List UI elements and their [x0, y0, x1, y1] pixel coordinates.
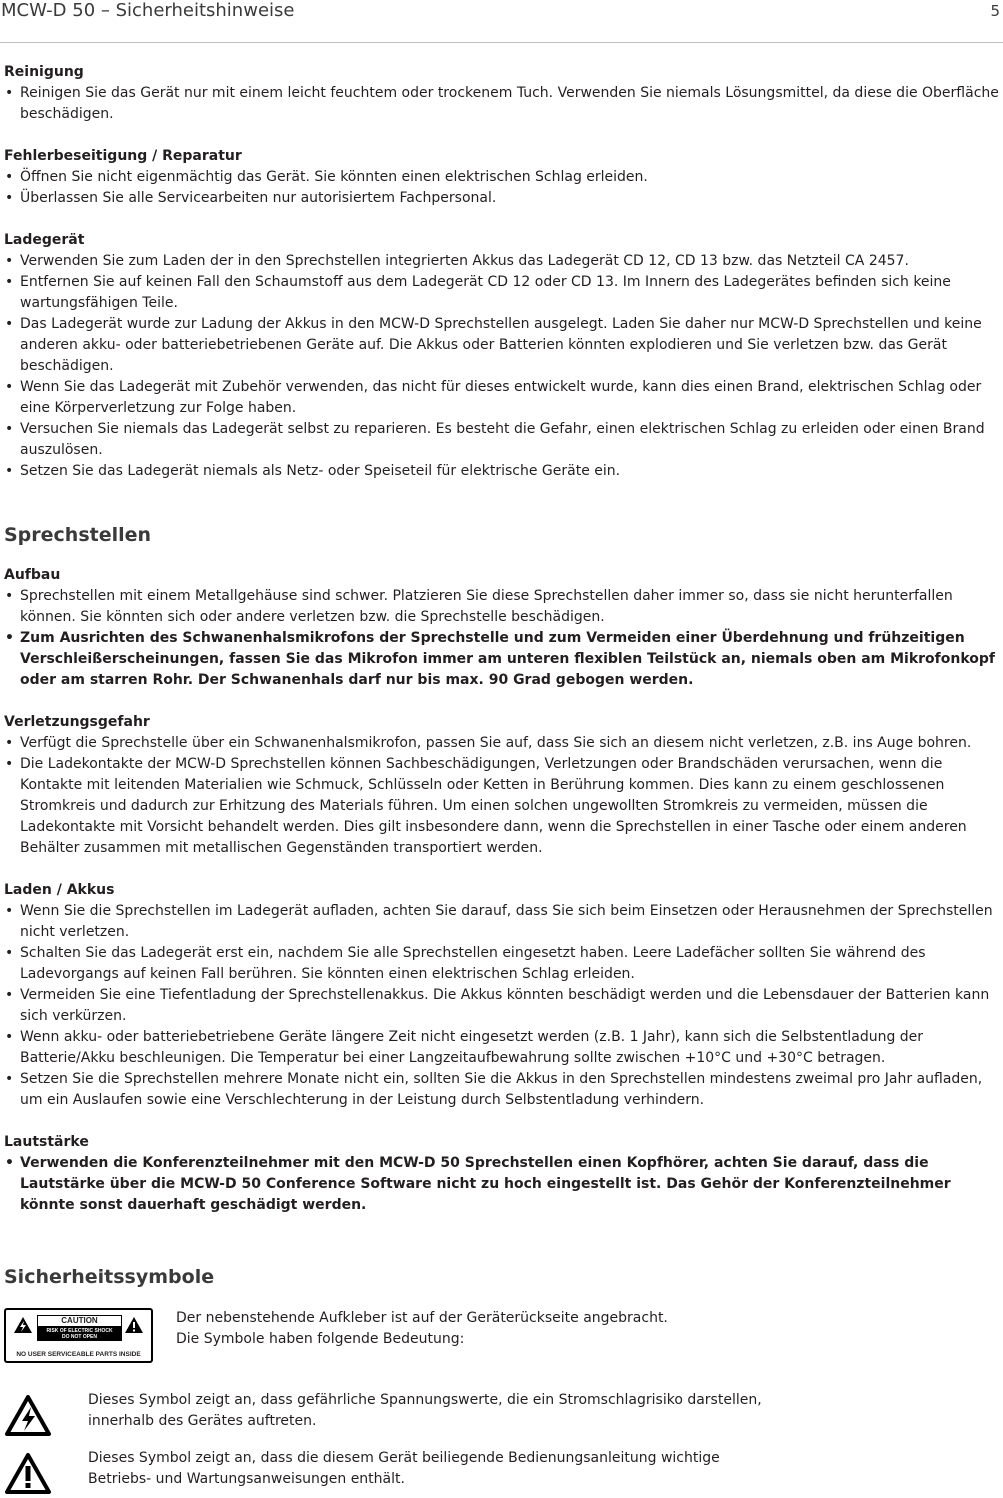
list-item: • Verfügt die Sprechstelle über ein Schwanenhalsmikrofon, passen Sie auf, dass Sie sich an diesem nicht verletzen, z.B. ins Auge bohren.	[4, 733, 1000, 754]
list-injury	[4, 733, 1000, 859]
list-item-bold: • Zum Ausrichten des Schwanenhalsmikrofons der Sprechstelle und zum Vermeiden einer Überdehnung und frühzeitigen Verschleißerscheinungen, fassen Sie das Mikrofon immer am unteren flexiblen Teilstück an, niemals oben am Mikrofonkopf oder am starren Rohr. Der Schwanenhals darf nur bis max. 90 Grad gebogen werden.	[4, 628, 1000, 691]
exclamation-description	[88, 1448, 720, 1490]
list-item: • Sprechstellen mit einem Metallgehäuse sind schwer. Platzieren Sie diese Sprechstellen daher immer so, dass sie nicht herunterfallen können. Sie könnten sich oder andere verletzen bzw. die Sprechstelle beschädigen.	[4, 586, 1000, 628]
list-item: • Überlassen Sie alle Servicearbeiten nur autorisiertem Fachpersonal.	[4, 188, 1000, 209]
page-number: 5	[990, 2, 1000, 20]
heading-charging: Laden / Akkus	[4, 882, 115, 898]
list-item: • Wenn akku- oder batteriebetriebene Geräte längere Zeit nicht eingesetzt werden (z.B. 1 Jahr), kann sich die Selbstentladung der Batterie/Akku beschleunigen. Die Temperatur bei einer Langzeitaufbewahrung sollte zwischen +10°C und +30°C betragen.	[4, 1027, 1000, 1069]
list-item: • Öffnen Sie nicht eigenmächtig das Gerät. Sie könnten einen elektrischen Schlag erleiden.	[4, 167, 1000, 188]
list-item-bold: • Verwenden die Konferenzteilnehmer mit den MCW-D 50 Sprechstellen einen Kopfhörer, achten Sie darauf, dass die Lautstärke über die MCW-D 50 Conference Software nicht zu hoch eingestellt ist. Das Gehör der Konferenzteilnehmer könnte sonst dauerhaft geschädigt werden.	[4, 1153, 1000, 1216]
section-title-symbols: Sicherheitssymbole	[4, 1266, 215, 1288]
list-item: • Setzen Sie das Ladegerät niemals als Netz- oder Speiseteil für elektrische Geräte ein.	[4, 461, 1000, 482]
lightning-icon	[13, 1316, 33, 1334]
list-item: • Setzen Sie die Sprechstellen mehrere Monate nicht ein, sollten Sie die Akkus in den Sprechstellen mindestens zweimal pro Jahr aufladen, um ein Auslaufen sowie eine Verschlechterung in der Leistung durch Selbstentladung verhindern.	[4, 1069, 1000, 1111]
lightning-desc-line2: innerhalb des Gerätes auftreten.	[88, 1413, 317, 1429]
lightning-warning-icon	[4, 1394, 52, 1436]
caution-sticker	[4, 1308, 153, 1363]
heading-setup: Aufbau	[4, 567, 61, 583]
list-volume	[4, 1153, 1000, 1216]
sticker-nouser-text: NO USER SERVICEABLE PARTS INSIDE	[16, 1351, 141, 1358]
sticker-desc-line1: Der nebenstehende Aufkleber ist auf der Geräterückseite angebracht.	[176, 1310, 668, 1326]
heading-volume: Lautstärke	[4, 1134, 89, 1150]
lightning-desc-line1: Dieses Symbol zeigt an, dass gefährliche Spannungswerte, die ein Stromschlagrisiko darstellen,	[88, 1392, 762, 1408]
sticker-risk-text	[37, 1327, 122, 1341]
sticker-risk-line: RISK OF ELECTRIC SHOCK	[46, 1328, 113, 1334]
exclamation-symbol-row	[4, 1448, 1000, 1498]
exclamation-warning-icon	[4, 1452, 52, 1494]
list-item: • Versuchen Sie niemals das Ladegerät selbst zu reparieren. Es besteht die Gefahr, einen elektrischen Schlag zu erleiden oder einen Brand auszulösen.	[4, 419, 1000, 461]
list-item: • Entfernen Sie auf keinen Fall den Schaumstoff aus dem Ladegerät CD 12 oder CD 13. Im Innern des Ladegerätes befinden sich keine wartungsfähigen Teile.	[4, 272, 1000, 314]
heading-cleaning: Reinigung	[4, 64, 84, 80]
section-title-units: Sprechstellen	[4, 524, 152, 546]
heading-injury: Verletzungsgefahr	[4, 714, 150, 730]
lightning-symbol-row	[4, 1390, 1000, 1440]
page-content	[4, 62, 1000, 1498]
list-charging	[4, 901, 1000, 1111]
list-setup	[4, 586, 1000, 691]
list-charger	[4, 251, 1000, 482]
sticker-row	[4, 1308, 1000, 1378]
sticker-caution-text: CAUTION	[37, 1315, 122, 1327]
exclamation-desc-line1: Dieses Symbol zeigt an, dass die diesem Gerät beiliegende Bedienungsanleitung wichtige	[88, 1450, 720, 1466]
list-item: • Vermeiden Sie eine Tiefentladung der Sprechstellenakkus. Die Akkus könnten beschädigt werden und die Lebensdauer der Batterien kann sich verkürzen.	[4, 985, 1000, 1027]
sticker-donotopen-line: DO NOT OPEN	[61, 1334, 97, 1340]
exclamation-icon	[124, 1316, 144, 1334]
lightning-description	[88, 1390, 762, 1432]
exclamation-desc-line2: Betriebs- und Wartungsanweisungen enthält.	[88, 1471, 405, 1487]
list-item: • Schalten Sie das Ladegerät erst ein, nachdem Sie alle Sprechstellen eingesetzt haben. Leere Ladefächer sollten Sie während des Ladevorgangs auf keinen Fall berühren. Sie könnten einen elektrischen Schlag erleiden.	[4, 943, 1000, 985]
list-troubleshooting	[4, 167, 1000, 209]
sticker-description	[176, 1308, 668, 1350]
list-item: • Verwenden Sie zum Laden der in den Sprechstellen integrierten Akkus das Ladegerät CD 12, CD 13 bzw. das Netzteil CA 2457.	[4, 251, 1000, 272]
heading-troubleshooting: Fehlerbeseitigung / Reparatur	[4, 148, 242, 164]
list-item: • Das Ladegerät wurde zur Ladung der Akkus in den MCW-D Sprechstellen ausgelegt. Laden Sie daher nur MCW-D Sprechstellen und keine anderen akku- oder batteriebetriebenen Geräte auf. Die Akkus oder Batterien könnten explodieren und Sie verletzen bzw. das Gerät beschädigen.	[4, 314, 1000, 377]
sticker-center	[37, 1315, 122, 1341]
page-header	[0, 0, 1003, 43]
list-item: • Reinigen Sie das Gerät nur mit einem leicht feuchtem oder trockenem Tuch. Verwenden Sie niemals Lösungsmittel, da diese die Oberfläche beschädigen.	[4, 83, 1000, 125]
list-cleaning	[4, 83, 1000, 125]
list-item: • Wenn Sie das Ladegerät mit Zubehör verwenden, das nicht für dieses entwickelt wurde, kann dies einen Brand, elektrischen Schlag oder eine Körperverletzung zur Folge haben.	[4, 377, 1000, 419]
page-title: MCW-D 50 – Sicherheitshinweise	[1, 0, 295, 21]
sticker-desc-line2: Die Symbole haben folgende Bedeutung:	[176, 1331, 465, 1347]
heading-charger: Ladegerät	[4, 232, 85, 248]
list-item: • Die Ladekontakte der MCW-D Sprechstellen können Sachbeschädigungen, Verletzungen oder Brandschäden verursachen, wenn die Kontakte mit leitenden Materialien wie Schmuck, Schlüsseln oder Ketten in Berührung kommen. Dies kann zu einem geschlossenen Stromkreis und dadurch zur Erhitzung des Materials führen. Um einen solchen ungewollten Stromkreis zu vermeiden, müssen die Ladekontakte mit Vorsicht behandelt werden. Dies gilt insbesondere dann, wenn die Sprechstellen in einer Tasche oder einem anderen Behälter zusammen mit metallischen Gegenständen transportiert werden.	[4, 754, 1000, 859]
list-item: • Wenn Sie die Sprechstellen im Ladegerät aufladen, achten Sie darauf, dass Sie sich beim Einsetzen oder Herausnehmen der Sprechstellen nicht verletzen.	[4, 901, 1000, 943]
